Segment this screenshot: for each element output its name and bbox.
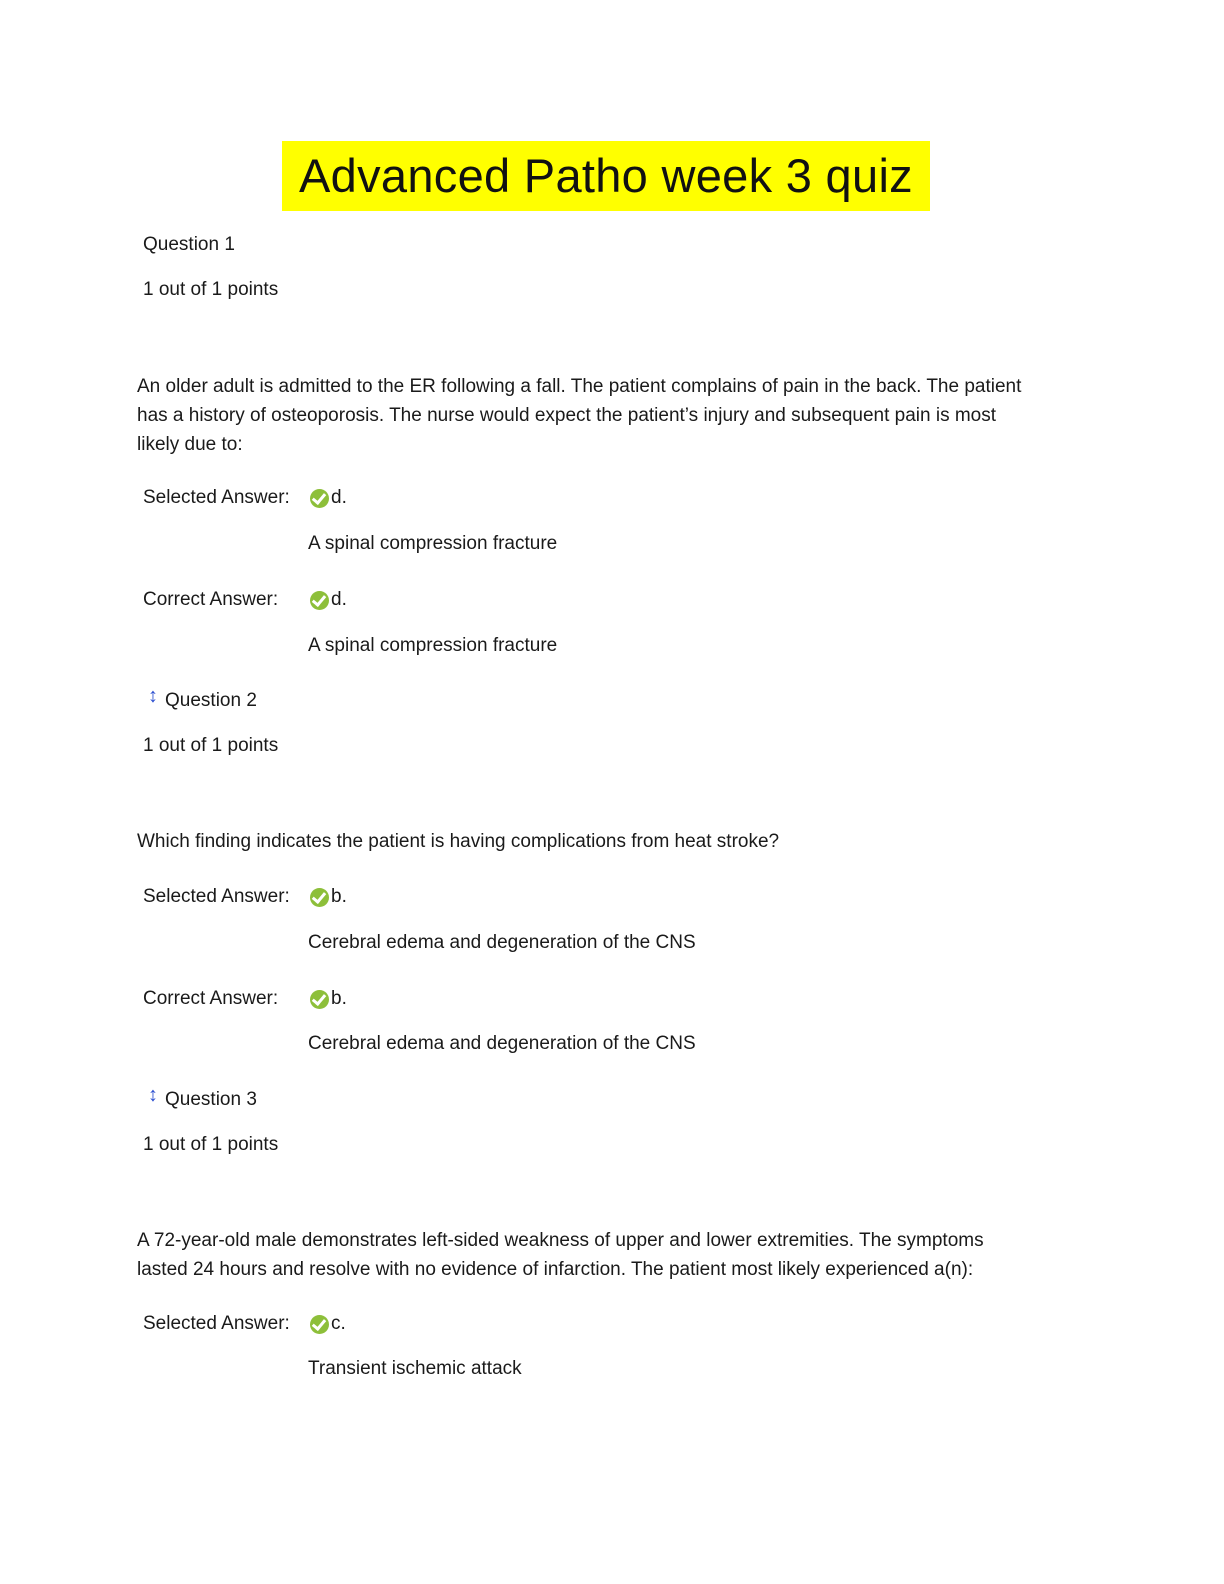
- check-circle-icon: [310, 1315, 329, 1334]
- selected-answer-label: Selected Answer:: [143, 1313, 290, 1334]
- selected-answer-text: Cerebral edema and degeneration of the CNS: [308, 932, 696, 953]
- selected-answer-choice: [310, 486, 347, 510]
- selected-answer-choice: [310, 885, 347, 909]
- question-1-points: 1 out of 1 points: [143, 279, 279, 300]
- selected-answer-letter: d.: [331, 487, 347, 508]
- correct-answer-label: Correct Answer:: [143, 988, 279, 1009]
- page-title: Advanced Patho week 3 quiz: [282, 141, 930, 211]
- selected-answer-label: Selected Answer:: [143, 886, 290, 907]
- selected-answer-text: A spinal compression fracture: [308, 533, 558, 554]
- question-3-points: 1 out of 1 points: [143, 1134, 279, 1155]
- up-down-arrow-icon[interactable]: ↕: [148, 685, 158, 707]
- selected-answer-text: Transient ischemic attack: [308, 1358, 522, 1379]
- question-1-text: An older adult is admitted to the ER following a fall. The patient complains of pain in the back. The patient has a history of osteoporosis. The nurse would expect the patient’s injury and subsequent pain is most likely due to:: [137, 376, 1022, 455]
- up-down-arrow-icon[interactable]: ↕: [148, 1084, 158, 1106]
- check-circle-icon: [310, 990, 329, 1009]
- question-2-text: Which finding indicates the patient is having complications from heat stroke?: [137, 831, 780, 852]
- question-1-label: Question 1: [143, 234, 235, 255]
- question-3-text: A 72-year-old male demonstrates left-sided weakness of upper and lower extremities. The symptoms lasted 24 hours and resolve with no evidence of infarction. The patient most likely experienced a(n):: [137, 1230, 984, 1280]
- correct-answer-label: Correct Answer:: [143, 589, 279, 610]
- question-2-label: Question 2: [165, 690, 257, 711]
- correct-answer-letter: d.: [331, 589, 347, 610]
- check-circle-icon: [310, 591, 329, 610]
- correct-answer-choice: [310, 588, 347, 612]
- question-3-label: Question 3: [165, 1089, 257, 1110]
- check-circle-icon: [310, 489, 329, 508]
- correct-answer-text: Cerebral edema and degeneration of the CNS: [308, 1033, 696, 1054]
- selected-answer-letter: c.: [331, 1313, 346, 1334]
- selected-answer-choice: [310, 1312, 346, 1336]
- selected-answer-letter: b.: [331, 886, 347, 907]
- correct-answer-choice: [310, 987, 347, 1011]
- check-circle-icon: [310, 888, 329, 907]
- selected-answer-label: Selected Answer:: [143, 487, 290, 508]
- question-2-points: 1 out of 1 points: [143, 735, 279, 756]
- correct-answer-letter: b.: [331, 988, 347, 1009]
- correct-answer-text: A spinal compression fracture: [308, 635, 558, 656]
